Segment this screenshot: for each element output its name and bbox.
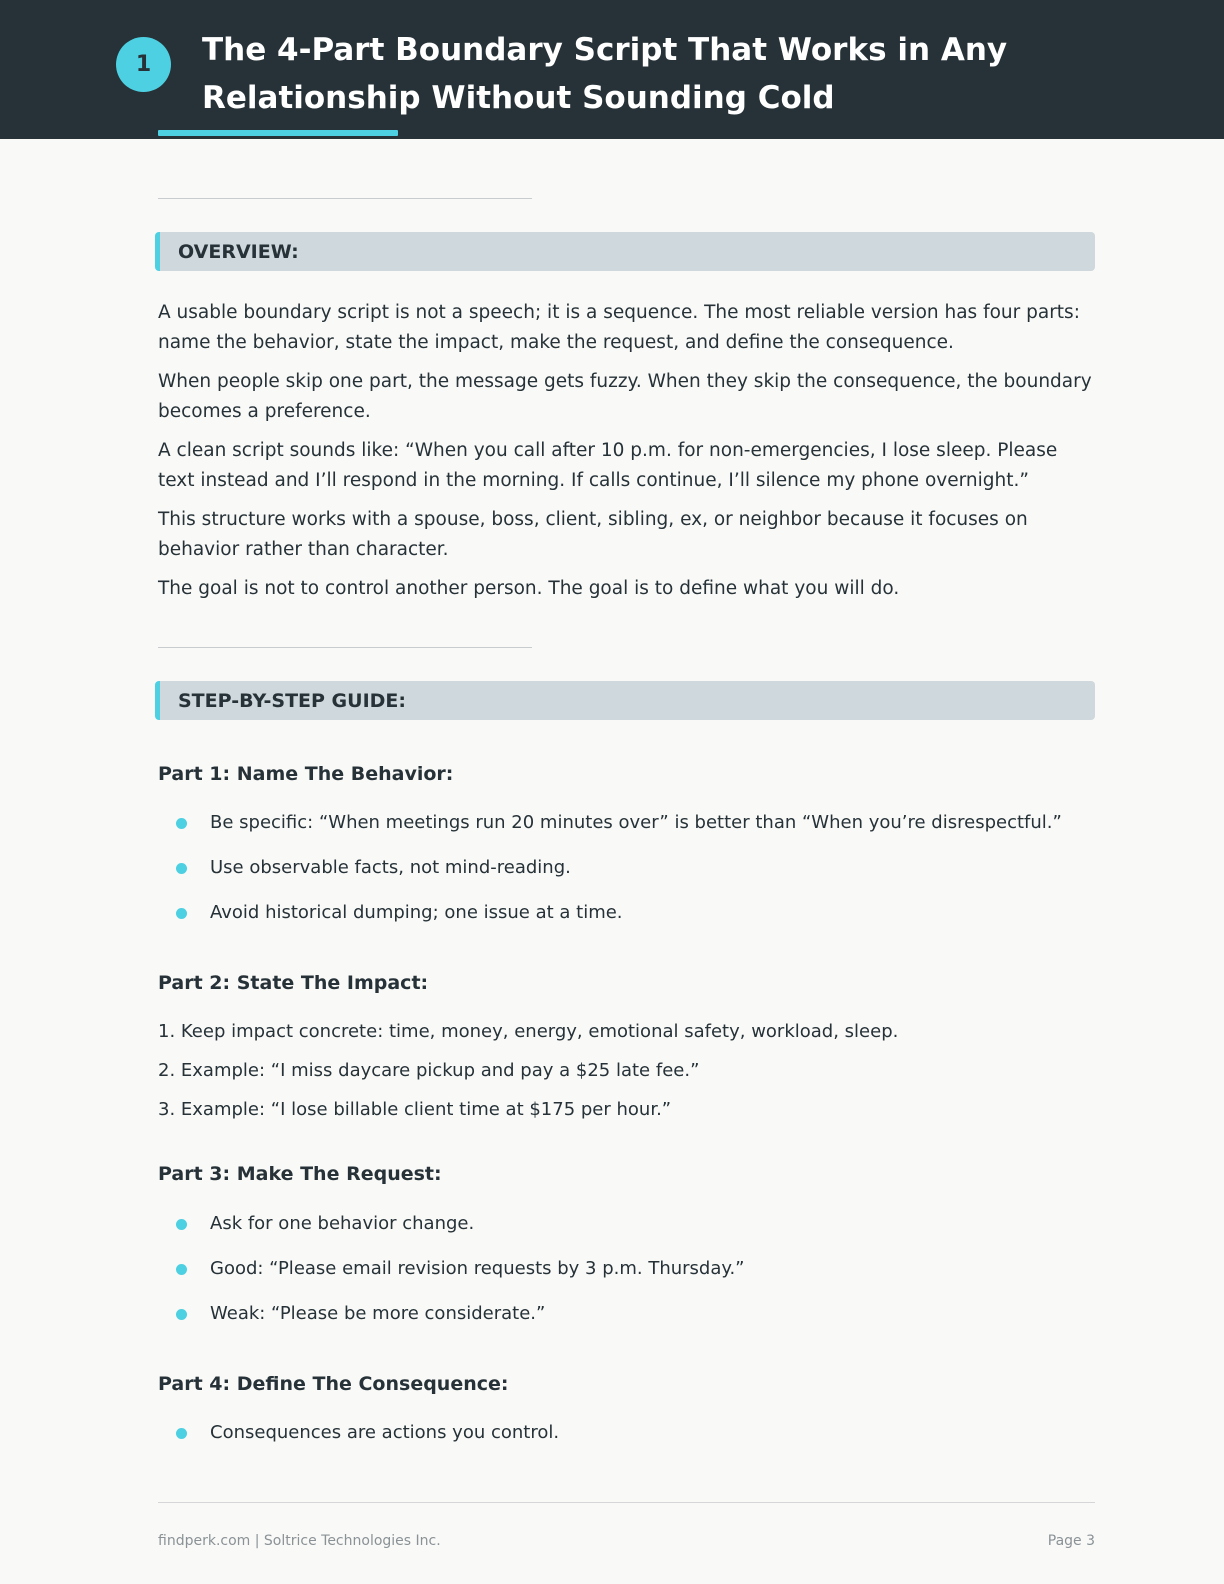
list-item-text: Ask for one behavior change.: [210, 1213, 475, 1234]
chapter-header: [0, 0, 1224, 139]
overview-paragraph: The goal is not to control another person. The goal is to define what you will do.: [158, 578, 900, 599]
guide-heading: STEP-BY-STEP GUIDE:: [155, 681, 1095, 720]
divider: [158, 647, 532, 648]
divider: [158, 198, 532, 199]
part4-list: [172, 1420, 1092, 1465]
overview-paragraph: A usable boundary script is not a speech; it is a sequence. The most reliable version has four parts: name the behavior, state the impact, make the request, and define the consequence.: [158, 302, 1080, 353]
bullet-dot-icon: [176, 1309, 187, 1320]
list-item-text: Avoid historical dumping; one issue at a time.: [210, 902, 623, 923]
bullet-dot-icon: [176, 908, 187, 919]
list-item-text: Use observable facts, not mind-reading.: [210, 857, 571, 878]
chapter-title-line1: The 4-Part Boundary Script That Works in Any: [202, 32, 1008, 68]
header-accent-bar: [158, 130, 398, 136]
page-number: Page 3: [1047, 1533, 1095, 1549]
overview-paragraph: This structure works with a spouse, boss, client, sibling, ex, or neighbor because it focuses on behavior rather than character.: [158, 509, 1028, 560]
list-item: 2. Example: “I miss daycare pickup and pay a $25 late fee.”: [158, 1060, 700, 1081]
overview-body: [158, 298, 1098, 613]
part3-list: [172, 1211, 1092, 1346]
list-item-text: Good: “Please email revision requests by 3 p.m. Thursday.”: [210, 1258, 745, 1279]
list-item: [172, 1256, 1092, 1301]
bullet-dot-icon: [176, 1264, 187, 1275]
part4-title: Part 4: Define The Consequence:: [158, 1373, 509, 1395]
list-item: 1. Keep impact concrete: time, money, energy, emotional safety, workload, sleep.: [158, 1021, 899, 1042]
bullet-dot-icon: [176, 818, 187, 829]
footer-source: findperk.com | Soltrice Technologies Inc.: [158, 1533, 441, 1549]
overview-heading: OVERVIEW:: [155, 232, 1095, 271]
list-item-text: Consequences are actions you control.: [210, 1422, 560, 1443]
chapter-title-line2: Relationship Without Sounding Cold: [202, 80, 835, 116]
list-item: [172, 1420, 1092, 1465]
overview-paragraph: A clean script sounds like: “When you call after 10 p.m. for non-emergencies, I lose sleep. Please text instead and I’ll respond in the morning. If calls continue, I’ll silence my phone overnight.”: [158, 440, 1058, 491]
part2-title: Part 2: State The Impact:: [158, 972, 429, 994]
bullet-dot-icon: [176, 863, 187, 874]
chapter-number-badge: 1: [116, 37, 171, 92]
chapter-title: [202, 26, 1102, 122]
list-item: [172, 855, 1092, 900]
overview-paragraph: When people skip one part, the message gets fuzzy. When they skip the consequence, the boundary becomes a preference.: [158, 371, 1092, 422]
bullet-dot-icon: [176, 1219, 187, 1230]
bullet-dot-icon: [176, 1428, 187, 1439]
list-item-text: Weak: “Please be more considerate.”: [210, 1303, 546, 1324]
list-item: [172, 900, 1092, 945]
list-item: [172, 1301, 1092, 1346]
list-item: [172, 810, 1092, 855]
list-item: 3. Example: “I lose billable client time at $175 per hour.”: [158, 1099, 672, 1120]
footer-divider: [158, 1502, 1095, 1503]
list-item-text: Be specific: “When meetings run 20 minutes over” is better than “When you’re disrespectful.”: [210, 812, 1062, 833]
list-item: [172, 1211, 1092, 1256]
part2-list: [158, 1019, 1098, 1136]
part3-title: Part 3: Make The Request:: [158, 1163, 442, 1185]
part1-title: Part 1: Name The Behavior:: [158, 763, 454, 785]
part1-list: [172, 810, 1092, 945]
